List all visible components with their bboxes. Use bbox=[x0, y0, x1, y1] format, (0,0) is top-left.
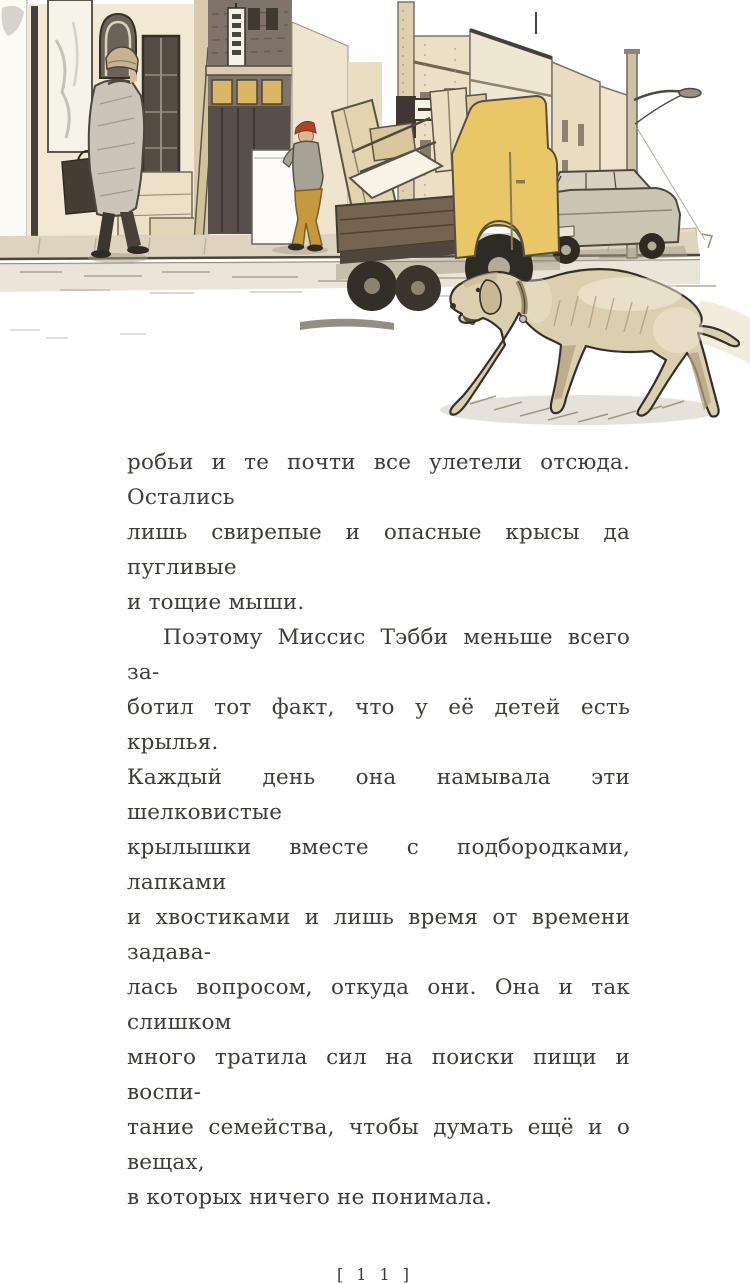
dog-nose bbox=[450, 303, 456, 309]
collar-tag bbox=[520, 316, 527, 323]
tall-window bbox=[143, 36, 179, 186]
street-lamp-head bbox=[679, 89, 701, 98]
poster-frame bbox=[48, 0, 92, 152]
text-line: в которых ничего не понимала. bbox=[127, 1185, 493, 1210]
text-line: ботил тот факт, что у её детей есть крылья. bbox=[127, 695, 630, 755]
knit-hat bbox=[106, 47, 138, 71]
text-line: Каждый день она намывала эти шелковистые bbox=[127, 765, 630, 825]
text-line: и хвостиками и лишь время от времени задава- bbox=[127, 905, 630, 965]
page-number: [ 1 1 ] bbox=[336, 1265, 414, 1284]
text-line: робьи и те почти все улетели отсюда. Остались bbox=[127, 450, 630, 510]
street-scene-illustration bbox=[0, 0, 750, 435]
text-line: лась вопросом, откуда они. Она и так слишком bbox=[127, 975, 630, 1035]
text-line: много тратила сил на поиски пищи и воспи- bbox=[127, 1045, 630, 1105]
stray-dog bbox=[440, 269, 739, 425]
street-sign-pole bbox=[31, 6, 38, 254]
text-line: крылышки вместе с подбородками, лапками bbox=[127, 835, 630, 895]
story-text bbox=[127, 445, 630, 1215]
text-line: тание семейства, чтобы думать ещё и о вещах, bbox=[127, 1115, 630, 1175]
text-line: Поэтому Миссис Тэбби меньше всего за- bbox=[127, 625, 630, 685]
dog-eye bbox=[476, 288, 480, 292]
text-line: и тощие мыши. bbox=[127, 590, 305, 615]
text-line: лишь свирепые и опасные крысы да пугливые bbox=[127, 520, 630, 580]
